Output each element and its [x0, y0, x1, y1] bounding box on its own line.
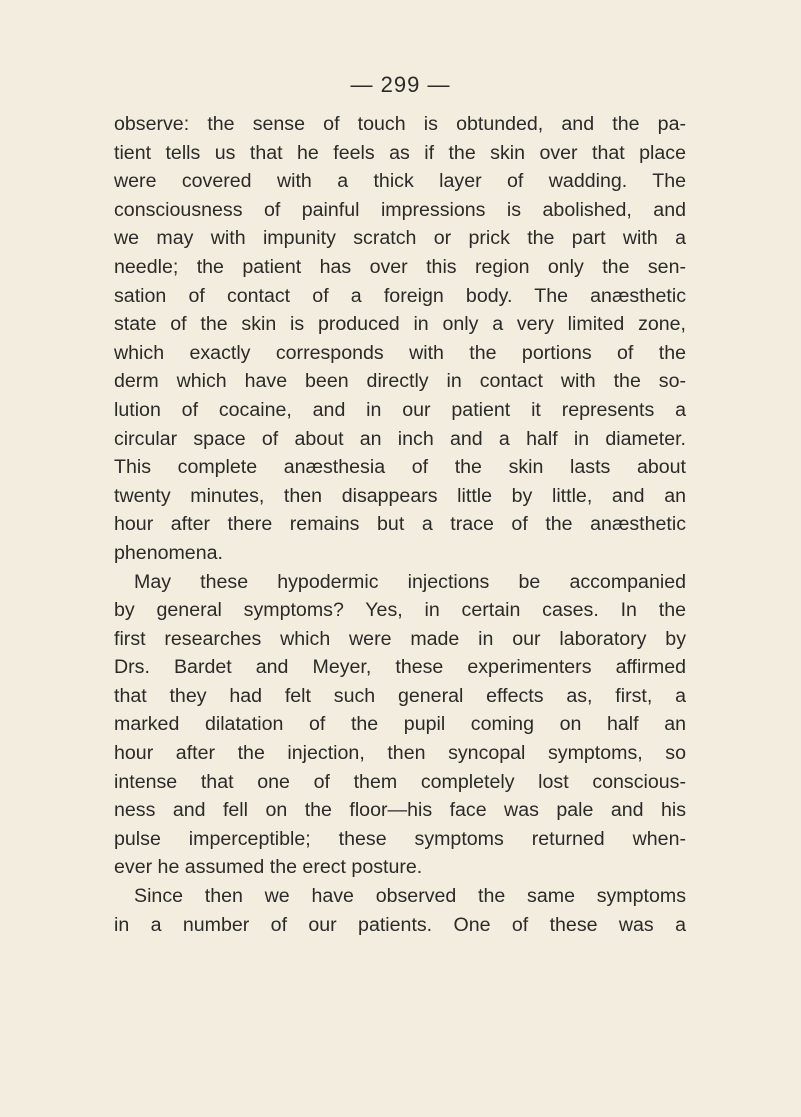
text-line: Since then we have observed the same symptoms — [134, 885, 686, 908]
text-line: consciousness of painful impressions is abolished, and — [114, 198, 686, 221]
text-line: which exactly corresponds with the portions of the — [114, 341, 686, 364]
text-line: were covered with a thick layer of wadding. The — [114, 170, 686, 193]
text-line: phenomena. — [114, 541, 223, 564]
text-line: state of the skin is produced in only a very limited zone, — [114, 313, 686, 336]
page-number: — 299 — — [350, 72, 451, 97]
text-line: intense that one of them completely lost conscious- — [114, 770, 686, 793]
text-line: we may with impunity scratch or prick the part with a — [114, 227, 686, 250]
text-line: needle; the patient has over this region only the sen- — [114, 255, 686, 278]
text-line: This complete anæsthesia of the skin lasts about — [114, 456, 686, 479]
text-line: derm which have been directly in contact with the so- — [114, 370, 686, 393]
text-line: in a number of our patients. One of these was a — [114, 913, 686, 936]
text-line: tient tells us that he feels as if the skin over that place — [114, 141, 686, 164]
text-line: ever he assumed the erect posture. — [114, 856, 423, 879]
text-line: hour after the injection, then syncopal symptoms, so — [114, 742, 686, 765]
text-line: Drs. Bardet and Meyer, these experimenters affirmed — [114, 656, 686, 679]
text-line: lution of cocaine, and in our patient it represents a — [114, 398, 686, 421]
text-line: May these hypodermic injections be accompanied — [134, 570, 686, 593]
text-line: sation of contact of a foreign body. The anæsthetic — [114, 284, 686, 307]
text-line: observe: the sense of touch is obtunded, and the pa- — [114, 113, 686, 135]
body-text — [114, 110, 686, 939]
text-line: pulse imperceptible; these symptoms returned when- — [114, 827, 686, 850]
text-line: ness and fell on the floor—his face was pale and his — [114, 799, 686, 822]
text-line: marked dilatation of the pupil coming on half an — [114, 713, 686, 736]
text-line: by general symptoms? Yes, in certain cases. In the — [114, 599, 686, 622]
text-line: first researches which were made in our laboratory by — [114, 627, 686, 650]
text-line: hour after there remains but a trace of the anæsthetic — [114, 513, 686, 536]
text-line: twenty minutes, then disappears little by little, and an — [114, 484, 686, 507]
text-line: that they had felt such general effects as, first, a — [114, 684, 686, 707]
text-line: circular space of about an inch and a half in diameter. — [114, 427, 686, 450]
